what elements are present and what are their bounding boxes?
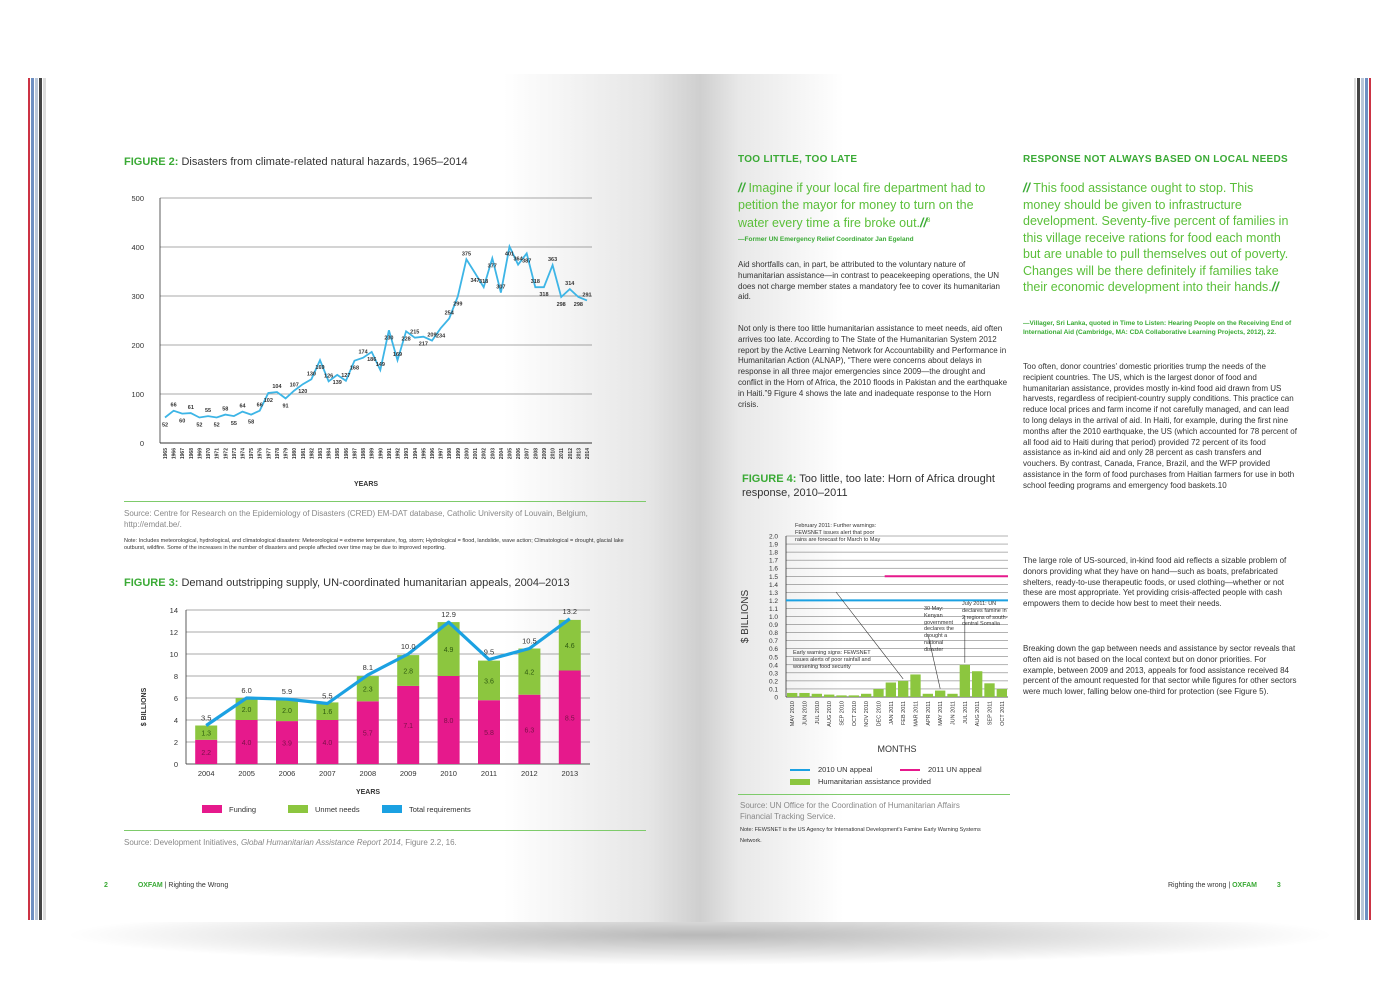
bar-label-funding: 8.0 (443, 718, 454, 725)
data-label: 149 (375, 361, 385, 368)
bar-label-funding: 6.3 (524, 727, 535, 735)
y-tick-label: 12 (169, 628, 178, 637)
bar-label-funding: 5.8 (484, 730, 494, 738)
y-tick-label: 4 (173, 716, 178, 725)
annotation-may-2011: 30 May: Kenyan government declares the drought a national disaster (924, 606, 954, 653)
y-tick-label: 100 (131, 390, 144, 399)
data-label: 209 (427, 332, 437, 339)
bar-assistance-provided (997, 689, 1007, 697)
x-tick-label: 1999 (455, 448, 462, 460)
total-label: 5.9 (281, 687, 293, 697)
legend-assistance-provided (790, 777, 931, 786)
total-requirements-line (206, 619, 570, 726)
x-tick-label: 1979 (283, 448, 290, 460)
data-label: 130 (306, 371, 317, 378)
x-tick-label: 1969 (197, 448, 204, 460)
total-label: 10.0 (400, 642, 416, 651)
bar-assistance-provided (960, 665, 970, 697)
x-tick-label: JUN 2011 (950, 701, 957, 726)
data-label: 186 (367, 356, 377, 363)
y-tick-label: 0.2 (768, 678, 778, 686)
x-tick-label: 1991 (386, 448, 393, 460)
y-tick-label: 1.3 (768, 589, 778, 597)
x-tick-label: 2004 (197, 769, 215, 778)
annotation-early-warning: Early warning signs: FEWSNET issues alerts of poor rainfall and worsening food security (793, 650, 871, 670)
x-tick-label: SEP 2011 (987, 701, 994, 726)
data-label: 52 (196, 422, 203, 429)
bar-label-unmet: 4.2 (524, 669, 535, 677)
bar-assistance-provided (787, 693, 797, 697)
x-tick-label: 1975 (249, 448, 256, 460)
bar-assistance-provided (923, 694, 933, 697)
y-tick-label: 1.5 (768, 573, 778, 581)
x-axis-label: MONTHS (877, 744, 917, 754)
legend-2010-label: 2010 UN appeal (818, 765, 873, 774)
x-tick-label: 1988 (361, 448, 368, 460)
x-tick-label: OCT 2010 (851, 701, 858, 727)
figure-2-rule (124, 501, 646, 502)
close-quote-icon: // (1271, 280, 1279, 294)
legend-swatch (288, 805, 308, 813)
x-tick-label: 1968 (188, 448, 195, 460)
total-label: 6.0 (241, 686, 252, 695)
data-label: 107 (289, 382, 299, 389)
bar-assistance-provided (812, 694, 822, 697)
x-tick-label: 1997 (438, 448, 445, 460)
x-tick-label: APR 2011 (925, 701, 932, 726)
x-tick-label: AUG 2010 (827, 701, 834, 727)
y-tick-label: 0.5 (768, 654, 778, 662)
figure-3-source (124, 837, 644, 848)
bar-assistance-provided (836, 695, 846, 697)
data-label: 364 (513, 256, 523, 263)
x-tick-label: 2009 (541, 448, 548, 460)
y-tick-label: 1.9 (768, 541, 778, 549)
x-tick-label: 2010 (440, 769, 457, 778)
x-tick-label: 2007 (319, 769, 336, 778)
data-label: 318 (479, 279, 489, 286)
section-heading-too-little: TOO LITTLE, TOO LATE (738, 154, 858, 165)
bar-label-unmet: 2.3 (362, 686, 373, 694)
figure-4-note: Note: FEWSNET is the US Agency for International Development's Famine Early Warning Systems Network. (740, 827, 981, 844)
quote-villager (1023, 180, 1293, 296)
x-tick-label: 2013 (576, 448, 583, 460)
figure-3-label: FIGURE 3: (124, 577, 179, 589)
data-label: 55 (204, 408, 212, 415)
legend-label: Total requirements (409, 805, 471, 814)
quote-egeland-attribution: —Former UN Emergency Relief Coordinator Jan Egeland (738, 236, 914, 243)
figure-3-title-text: Demand outstripping supply, UN-coordinated humanitarian appeals, 2004–2013 (181, 577, 570, 589)
y-tick-label: 1.2 (768, 597, 778, 605)
bar-assistance-provided (947, 694, 957, 697)
right-footer: Righting the wrong | OXFAM 3 (1168, 882, 1281, 889)
x-tick-label: 1967 (180, 448, 187, 460)
data-label: 298 (556, 301, 566, 308)
x-tick-label: 2009 (399, 769, 417, 778)
quote-egeland-text: Imagine if your local fire department had to petition the mayor for money to turn on the water every time a fire broke out. (738, 181, 986, 231)
legend-2011-swatch (900, 769, 920, 771)
legend-2010-swatch (790, 769, 810, 771)
y-tick-label: 2 (173, 738, 178, 747)
x-tick-label: 2006 (278, 769, 296, 778)
figure-4-source: Source: UN Office for the Coordination of Humanitarian Affairs Financial Tracking Service. (740, 801, 960, 821)
figure-2-label: FIGURE 2: (124, 156, 179, 168)
right-footer-brand: OXFAM (1232, 882, 1257, 889)
figure-2-note: Note: Includes meteorological, hydrological, and climatological disasters: Meteorological = extreme temperature, fog, storm; Hydrological = flood, landslide, wave action; Climatological = drought, glacial lake outburst, wildfire. Some of the increases in the number of disasters and people affected over time may be due to improved reporting. (124, 538, 624, 551)
x-tick-label: 2005 (507, 448, 514, 460)
quote-egeland-ref: 8 (926, 218, 931, 224)
bar-label-unmet: 4.6 (564, 643, 575, 651)
bar-label-unmet: 2.0 (282, 708, 292, 716)
y-tick-label: 1.1 (768, 605, 778, 613)
data-label: 64 (239, 403, 246, 410)
data-label: 375 (461, 251, 472, 258)
total-label: 8.1 (362, 662, 374, 672)
data-label: 377 (487, 263, 497, 270)
x-tick-label: JAN 2011 (888, 701, 895, 725)
right-page-number: 3 (1276, 882, 1281, 889)
data-label: 60 (179, 418, 186, 425)
y-tick-label: 500 (131, 194, 144, 203)
data-label: 58 (222, 406, 229, 413)
x-tick-label: 2007 (524, 448, 531, 460)
x-tick-label: 2006 (516, 448, 523, 460)
bar-label-unmet: 1.3 (201, 730, 212, 738)
x-tick-label: 2005 (238, 769, 255, 778)
x-tick-label: 1974 (240, 448, 247, 460)
data-label: 168 (349, 365, 360, 372)
legend-provided-swatch (790, 779, 810, 785)
figure-4-label: FIGURE 4: (742, 473, 797, 485)
legend-swatch (202, 805, 222, 813)
x-tick-label: OCT 2011 (999, 701, 1006, 726)
bar-assistance-provided (849, 695, 859, 697)
figure-3-source-suffix: , Figure 2.2, 16. (400, 838, 457, 847)
x-tick-label: 2014 (585, 448, 591, 460)
paragraph-aid-shortfalls: Aid shortfalls can, in part, be attributed to the voluntary nature of humanitarian assistance—in contrast to peacekeeping operations, the UN does not charge member states a mandatory fee to cover its humanitarian aid. (738, 260, 1000, 302)
data-label: 318 (530, 279, 540, 286)
y-tick-label: 0.4 (768, 662, 778, 670)
data-label: 52 (213, 422, 220, 429)
data-label: 347 (470, 277, 480, 284)
x-tick-label: SEP 2010 (839, 701, 846, 726)
y-tick-label: 0 (173, 760, 178, 769)
y-tick-label: 0.1 (768, 686, 778, 694)
x-tick-label: 2000 (464, 448, 471, 460)
bar-label-unmet: 1.6 (322, 709, 333, 717)
left-footer-brand: OXFAM (137, 882, 163, 889)
data-label: 215 (410, 329, 420, 336)
x-tick-label: 1981 (300, 448, 307, 460)
data-label: 228 (401, 336, 411, 343)
paragraph-sector-gap: Breaking down the gap between needs and assistance by sector reveals that often aid is not based on the local context but on donor priorities. For example, between 2009 and 2013, appeals for food assistance received 84 percent of the amount requested for that sector while figures for other sectors were much lower, falling below one-third for protection (see Figure 5). (1023, 644, 1297, 697)
quote-egeland (738, 180, 1006, 232)
open-quote-icon: // (1023, 181, 1030, 195)
y-tick-label: 2.0 (768, 533, 778, 541)
x-tick-label: AUG 2011 (975, 701, 982, 727)
bar-label-funding: 7.1 (403, 722, 414, 730)
y-tick-label: 1.4 (768, 581, 778, 589)
data-label: 254 (444, 310, 454, 317)
y-tick-label: 0 (774, 694, 778, 702)
bar-assistance-provided (799, 693, 809, 697)
total-label: 10.5 (522, 636, 537, 646)
annotation-feb-2011: February 2011: Further warnings: FEWSNET issues alert that poor rains are forecast for March to May (795, 523, 881, 543)
bar-label-funding: 3.9 (282, 740, 292, 748)
legend-label: Funding (229, 805, 257, 814)
data-label: 127 (341, 372, 351, 379)
legend-swatch (382, 805, 402, 813)
x-tick-label: 1982 (309, 448, 316, 460)
y-tick-label: 0.8 (768, 630, 778, 638)
data-label: 298 (573, 301, 583, 308)
left-book-edge (28, 78, 48, 920)
figure-4-rule (738, 794, 1010, 795)
bar-label-funding: 5.7 (362, 730, 373, 738)
right-book-edge (1352, 78, 1372, 920)
data-label: 102 (263, 398, 273, 405)
x-tick-label: 1986 (343, 448, 350, 460)
y-tick-label: 200 (131, 341, 144, 350)
y-axis-label: $ BILLIONS (740, 589, 751, 644)
x-tick-label: 1980 (292, 448, 299, 460)
y-tick-label: 0 (139, 439, 144, 448)
section-heading-response: RESPONSE NOT ALWAYS BASED ON LOCAL NEEDS (1023, 154, 1289, 165)
data-label: 363 (547, 257, 558, 264)
x-tick-label: 1978 (274, 448, 281, 460)
series-line (165, 247, 587, 418)
bar-label-funding: 2.2 (201, 749, 212, 757)
figure-2-title (124, 156, 468, 168)
figure-2-title-text: Disasters from climate-related natural hazards, 1965–2014 (181, 156, 468, 168)
x-tick-label: MAY 2010 (790, 701, 797, 727)
y-tick-label: 0.7 (768, 638, 778, 646)
data-label: 217 (418, 341, 428, 348)
x-tick-label: 2003 (490, 448, 497, 460)
bar-label-unmet: 2.8 (403, 668, 414, 676)
data-label: 169 (315, 365, 325, 372)
x-tick-label: 1992 (395, 448, 402, 460)
x-tick-label: 1985 (335, 448, 342, 460)
y-axis-label: $ BILLIONS (141, 687, 148, 727)
x-tick-label: JUL 2011 (962, 701, 969, 724)
data-label: 58 (248, 419, 255, 426)
bar-assistance-provided (935, 691, 945, 697)
left-footer-title: Righting the Wrong (168, 882, 229, 889)
data-label: 66 (256, 402, 263, 409)
data-label: 169 (392, 352, 403, 359)
x-tick-label: 2004 (498, 448, 505, 460)
data-label: 291 (582, 292, 592, 299)
total-label: 13.2 (562, 606, 578, 616)
y-tick-label: 10 (169, 650, 178, 659)
x-tick-label: FEB 2011 (901, 701, 908, 726)
legend-2011-appeal (900, 765, 982, 774)
figure-3-chart (120, 600, 600, 825)
x-tick-label: 1998 (447, 448, 454, 460)
x-tick-label: 1990 (378, 448, 385, 460)
x-tick-label: MAR 2011 (913, 701, 920, 727)
y-tick-label: 14 (169, 606, 178, 615)
x-tick-label: 1983 (318, 448, 325, 460)
bar-assistance-provided (824, 695, 834, 697)
left-footer: 2 OXFAM | Righting the Wrong (104, 882, 229, 889)
x-tick-label: 2013 (561, 769, 579, 778)
y-tick-label: 1.7 (768, 557, 778, 565)
quote-villager-attribution: —Villager, Sri Lanka, quoted in Time to Listen: Hearing People on the Receiving End of International Aid (Cambridge, MA: CDA Collaborative Learning Projects, 2012), 22. (1023, 320, 1292, 336)
total-label: 9.5 (483, 647, 495, 657)
x-tick-label: 1994 (412, 448, 419, 460)
bar-assistance-provided (861, 694, 871, 697)
figure-4-title (742, 472, 1007, 500)
paragraph-too-late: Not only is there too little humanitarian assistance to meet needs, aid often arrives too late. According to The State of the Humanitarian System 2012 report by the Active Learning Network for Accountability and Performance in Humanitarian Action (ALNAP), “There were concerns about delays in response in all three major emergencies since 2009—the drought and conflict in the Horn of Africa, the 2010 floods in Pakistan and the earthquake in Haiti.”9 Figure 4 shows the late and inadequate response to the Horn crisis. (738, 324, 1008, 409)
data-label: 91 (282, 403, 289, 410)
data-label: 139 (332, 379, 342, 386)
x-tick-label: MAY 2011 (938, 701, 945, 726)
y-tick-label: 1.6 (768, 565, 778, 573)
data-label: 307 (496, 284, 506, 291)
close-quote-icon: // (920, 216, 927, 231)
bar-label-unmet: 3.6 (484, 678, 494, 686)
x-tick-label: 1987 (352, 448, 359, 460)
bar-assistance-provided (984, 683, 994, 697)
paragraph-in-kind-aid: The large role of US-sourced, in-kind food aid reflects a sizable problem of donors providing what they have on hand—such as boats, prefabricated shelters, ready-to-use therapeutic foods, or used clothing—whether or not these are most appropriate. Yet providing crisis-affected people with cash empowers them to decide how best to meet their needs. (1023, 556, 1287, 609)
legend-2010-appeal (790, 765, 872, 774)
figure-2-source: Source: Centre for Research on the Epidemiology of Disasters (CRED) EM-DAT database, Catholic University of Louvain, Belgium, http://emdat.be/. (124, 509, 588, 529)
total-label: 5.5 (322, 691, 333, 701)
x-tick-label: 2001 (473, 448, 480, 460)
bar-label-funding: 4.0 (241, 740, 252, 747)
x-axis-label: YEARS (353, 481, 379, 488)
x-tick-label: 1976 (257, 448, 264, 460)
quote-villager-text: This food assistance ought to stop. This money should be given to infrastructure development. Seventy-five percent of families in this village receive rations for food each month but are unable to pull themselves out of poverty. Changes will be there definitely if families take their economic development into their hands. (1023, 181, 1289, 294)
right-footer-title: Righting the wrong (1168, 882, 1227, 889)
x-tick-label: 1977 (266, 448, 273, 460)
y-tick-label: 0.3 (768, 670, 778, 678)
x-tick-label: 1984 (326, 448, 333, 460)
x-tick-label: 1973 (231, 448, 238, 460)
x-axis-label: YEARS (355, 789, 381, 796)
x-tick-label: 2011 (480, 769, 498, 778)
figure-4-title-text: Too little, too late: Horn of Africa drought response, 2010–2011 (742, 473, 995, 499)
legend-provided-label: Humanitarian assistance provided (818, 777, 931, 786)
bar-assistance-provided (898, 681, 908, 697)
x-tick-label: 1965 (163, 448, 169, 460)
figure-3-source-prefix: Source: Development Initiatives, (124, 838, 241, 847)
x-tick-label: JUN 2010 (802, 701, 809, 726)
total-label: 3.5 (200, 713, 212, 723)
y-tick-label: 8 (173, 672, 178, 681)
x-tick-label: 1972 (223, 448, 230, 460)
x-tick-label: 1996 (429, 448, 436, 460)
figure-2-chart (120, 188, 600, 493)
legend-label: Unmet needs (315, 805, 360, 814)
data-label: 314 (565, 281, 575, 288)
x-tick-label: 1989 (369, 448, 376, 460)
x-tick-label: 2012 (567, 448, 574, 460)
x-tick-label: 2008 (533, 448, 540, 460)
figure-3-title (124, 577, 570, 589)
bar-assistance-provided (886, 683, 896, 697)
total-label: 12.9 (441, 610, 456, 620)
x-tick-label: 2011 (559, 448, 566, 459)
x-tick-label: NOV 2010 (864, 701, 871, 727)
annotation-jul-2011: July 2011: UN declares famine in 2 regions of south-central Somalia (962, 601, 1008, 628)
figure-3-rule (124, 830, 646, 831)
x-tick-label: 1971 (214, 448, 221, 460)
x-tick-label: 1993 (404, 448, 411, 460)
y-tick-label: 300 (131, 292, 144, 301)
data-label: 104 (272, 384, 282, 391)
figure-3-source-title: Global Humanitarian Assistance Report 2014 (240, 838, 401, 847)
y-tick-label: 400 (131, 243, 144, 252)
data-label: 126 (324, 373, 334, 380)
data-label: 174 (358, 349, 368, 356)
y-tick-label: 0.6 (768, 646, 778, 654)
x-tick-label: 2010 (550, 448, 557, 460)
x-tick-label: 1970 (206, 448, 213, 460)
x-tick-label: 1966 (171, 448, 178, 460)
y-tick-label: 1.0 (768, 614, 778, 621)
data-label: 61 (187, 405, 194, 412)
open-quote-icon: // (738, 181, 745, 195)
x-tick-label: 2002 (481, 448, 488, 460)
data-label: 120 (298, 389, 308, 396)
bar-assistance-provided (910, 674, 920, 697)
y-tick-label: 1.8 (768, 549, 778, 557)
figure-4-chart (736, 520, 1016, 758)
x-tick-label: DEC 2010 (876, 701, 883, 727)
y-tick-label: 0.9 (768, 622, 778, 630)
data-label: 55 (230, 421, 237, 428)
data-label: 387 (522, 258, 532, 265)
x-tick-label: 1995 (421, 448, 428, 460)
data-label: 66 (170, 402, 177, 409)
x-tick-label: 2008 (359, 769, 377, 778)
data-label: 318 (539, 292, 549, 299)
data-label: 234 (435, 333, 446, 340)
bar-label-funding: 8.5 (564, 715, 575, 723)
bar-label-unmet: 4.9 (443, 647, 454, 655)
x-tick-label: JUL 2010 (814, 701, 821, 725)
data-label: 230 (384, 335, 394, 342)
x-tick-label: 2012 (521, 769, 538, 778)
y-tick-label: 6 (173, 694, 178, 703)
legend-2011-label: 2011 UN appeal (928, 765, 982, 774)
bar-label-unmet: 2.0 (241, 707, 252, 714)
paragraph-donor-priorities: Too often, donor countries' domestic priorities trump the needs of the recipient countries. The US, which is the largest donor of food and humanitarian assistance, provides mostly in-kind food aid drawn from US harvests, regardless of recipient-country supply conditions. This practice can reduce local prices and farm income if not carefully managed, and can lead to long delays in the arrival of aid. In Haiti, for example, during the first nine months after the 2010 earthquake, the US (which accounted for 78 percent of all food aid to Haiti during that period) provided 72 percent of its food assistance as in-kind aid and only 28 percent as cash transfers and vouchers. By contrast, Canada, France, Brazil, and the WFP provided assistance in the form of food purchases from Haitian farmers for use in both school feeding programs and emergency food baskets.10 (1023, 362, 1297, 490)
data-label: 52 (161, 422, 169, 429)
bar-label-funding: 4.0 (322, 740, 333, 747)
bar-assistance-provided (873, 689, 883, 697)
bar-assistance-provided (972, 671, 982, 697)
data-label: 299 (453, 301, 463, 308)
left-page-number: 2 (104, 882, 108, 889)
data-label: 401 (504, 251, 515, 258)
